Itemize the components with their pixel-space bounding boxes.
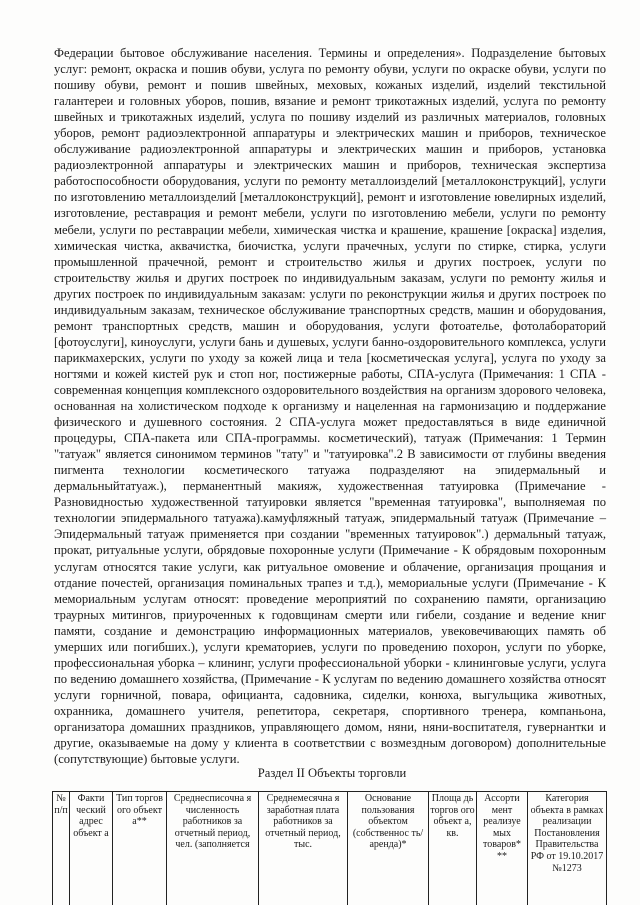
table-header-cell: Ассорти мент реализуе мых товаров* ** bbox=[477, 792, 528, 905]
table-header-cell: Среднесписочна я численность работников за отчетный период, чел. (заполняется bbox=[167, 792, 259, 905]
trade-objects-table bbox=[52, 791, 607, 905]
table-header-cell: Основание пользования объектом (собственнос ть/аренда)* bbox=[348, 792, 429, 905]
section-title: Раздел II Объекты торговли bbox=[257, 766, 407, 780]
table-header-row bbox=[53, 792, 607, 905]
table-header-cell: Площа дь торгов ого объект а, кв. bbox=[429, 792, 477, 905]
table-header-cell: Факти ческий адрес объект а bbox=[70, 792, 113, 905]
table-header-cell: Среднемесячна я заработная плата работников за отчетный период, тыс. bbox=[259, 792, 348, 905]
table-header-cell: Категория объекта в рамках реализации Постановления Правительства РФ от 19.10.2017 №1273 bbox=[528, 792, 607, 905]
table-header-cell: Тип торгов ого объект а** bbox=[113, 792, 167, 905]
body-paragraph: Федерации бытовое обслуживание населения. Термины и определения». Подразделение бытовых услуг: ремонт, окраска и пошив обуви, услуга по ремонту обуви, услуги по окраске обуви, услуги по пошиву обуви, ремонт и пошив швейных, меховых, кожаных изделий, изделий текстильной галантереи и головных уборов, пошив, вязание и ремонт трикотажных изделий, услуга по ремонту швейных и трикотажных изделий, услуга по пошиву изделий из различных материалов, головных уборов, ремонт радиоэлектронной аппаратуры и электрических машин и приборов, техническое обслуживание радиоэлектронной аппаратуры и электрических машин и приборов, установка радиоэлектронной аппаратуры и электрических машин и приборов, техническая экспертиза работоспособности оборудования, услуги по ремонту металлоизделий [металлоконструкций], услуги по изготовлению металлоизделий [металлоконструкций], ремонт и изготовление ювелирных изделий, изготовление, реставрация и ремонт мебели, услуги по изготовлению мебели, услуги по ремонту мебели, услуги по реставрации мебели, химическая чистка и крашение, крашение [окраска] изделия, химическая чистка, аквачистка, биочистка, услуги прачечных, услуги по стирке, стирка, услуги промышленной прачечной, ремонт и строительство жилья и других построек, услуги по строительству жилья и других построек по индивидуальным заказам, услуги по ремонту жилья и других построек по индивидуальным заказам: услуги по реконструкции жилья и других построек по индивидуальным заказам, техническое обслуживание транспортных средств, машин и оборудования, ремонт транспортных средств, машин и оборудования, услуги фотоателье, фотолабораторий [фотоуслуги], киноуслуги, услуги бань и душевых, услуги банно-оздоровительного комплекса, услуги парикмахерских, услуги по уходу за кожей лица и тела [косметическая услуга], услуга по уходу за ногтями и кожей кистей рук и стоп ног, постижерные работы, СПА-услуга (Примечания: 1 СПА - современная концепция комплексного оздоровительного воздействия на организм здорового человека, основанная на холистическом подходе к организму и нацеленная на гармонизацию и поддержание физического и душевного состояния. 2 СПА-услуга может предоставляться в виде единичной процедуры, СПА-пакета или СПА-программы. косметический), татуаж (Примечания: 1 Термин "татуаж" является синонимом терминов "тату" и "татуировка".2 В зависимости от глубины введения пигмента технологии косметического татуажа подразделяют на эпидермальный и дермальныйтатуаж.), перманентный макияж, художественная татуировка (Примечание - Разновидностью художественной татуировки является "временная татуировка", выполняемая по технологии эпидермального татуажа).камуфляжный татуаж, эпидермальный татуаж (Примечание – Эпидермальный татуаж применяется при создании "временных татуировок".) дермальный татуаж, прокат, ритуальные услуги, обрядовые похоронные услуги (Примечание - К обрядовым похоронным услугам относятся такие услуги, как ритуальное омовение и облачение, организация прощания и отдание почестей, организация поминальных трапез и т.д.), мемориальные услуги (Примечание - К мемориальным услугам относят: проведение мероприятий по сохранению памяти, организацию траурных митингов, приуроченных к годовщинам смерти или гибели, создание и ведение книг памяти, создание и демонстрацию информационных материалов, увековечивающих память об умерших или погибших.), услуги крематориев, услуги по проведению похорон, услуги по уборке, профессиональная уборка – клининг, услуги профессиональной уборки - клининговые услуги, услуга по ведению домашнего хозяйства, (Примечание - К услугам по ведению домашнего хозяйства относят услуги горничной, повара, официанта, садовника, сиделки, конюха, выгульщика животных, охранника, домашнего учителя, репетитора, секретаря, спортивного тренера, компаньона, организатора домашних праздников, управляющего домом, няни, няни-воспитателя, гувернантки и другие, оказываемые на дому у клиента в соответствии с возмездным договором) дополнительные (сопутствующие) бытовые услуги. bbox=[54, 46, 606, 767]
table-header-cell: № п/п bbox=[53, 792, 70, 905]
